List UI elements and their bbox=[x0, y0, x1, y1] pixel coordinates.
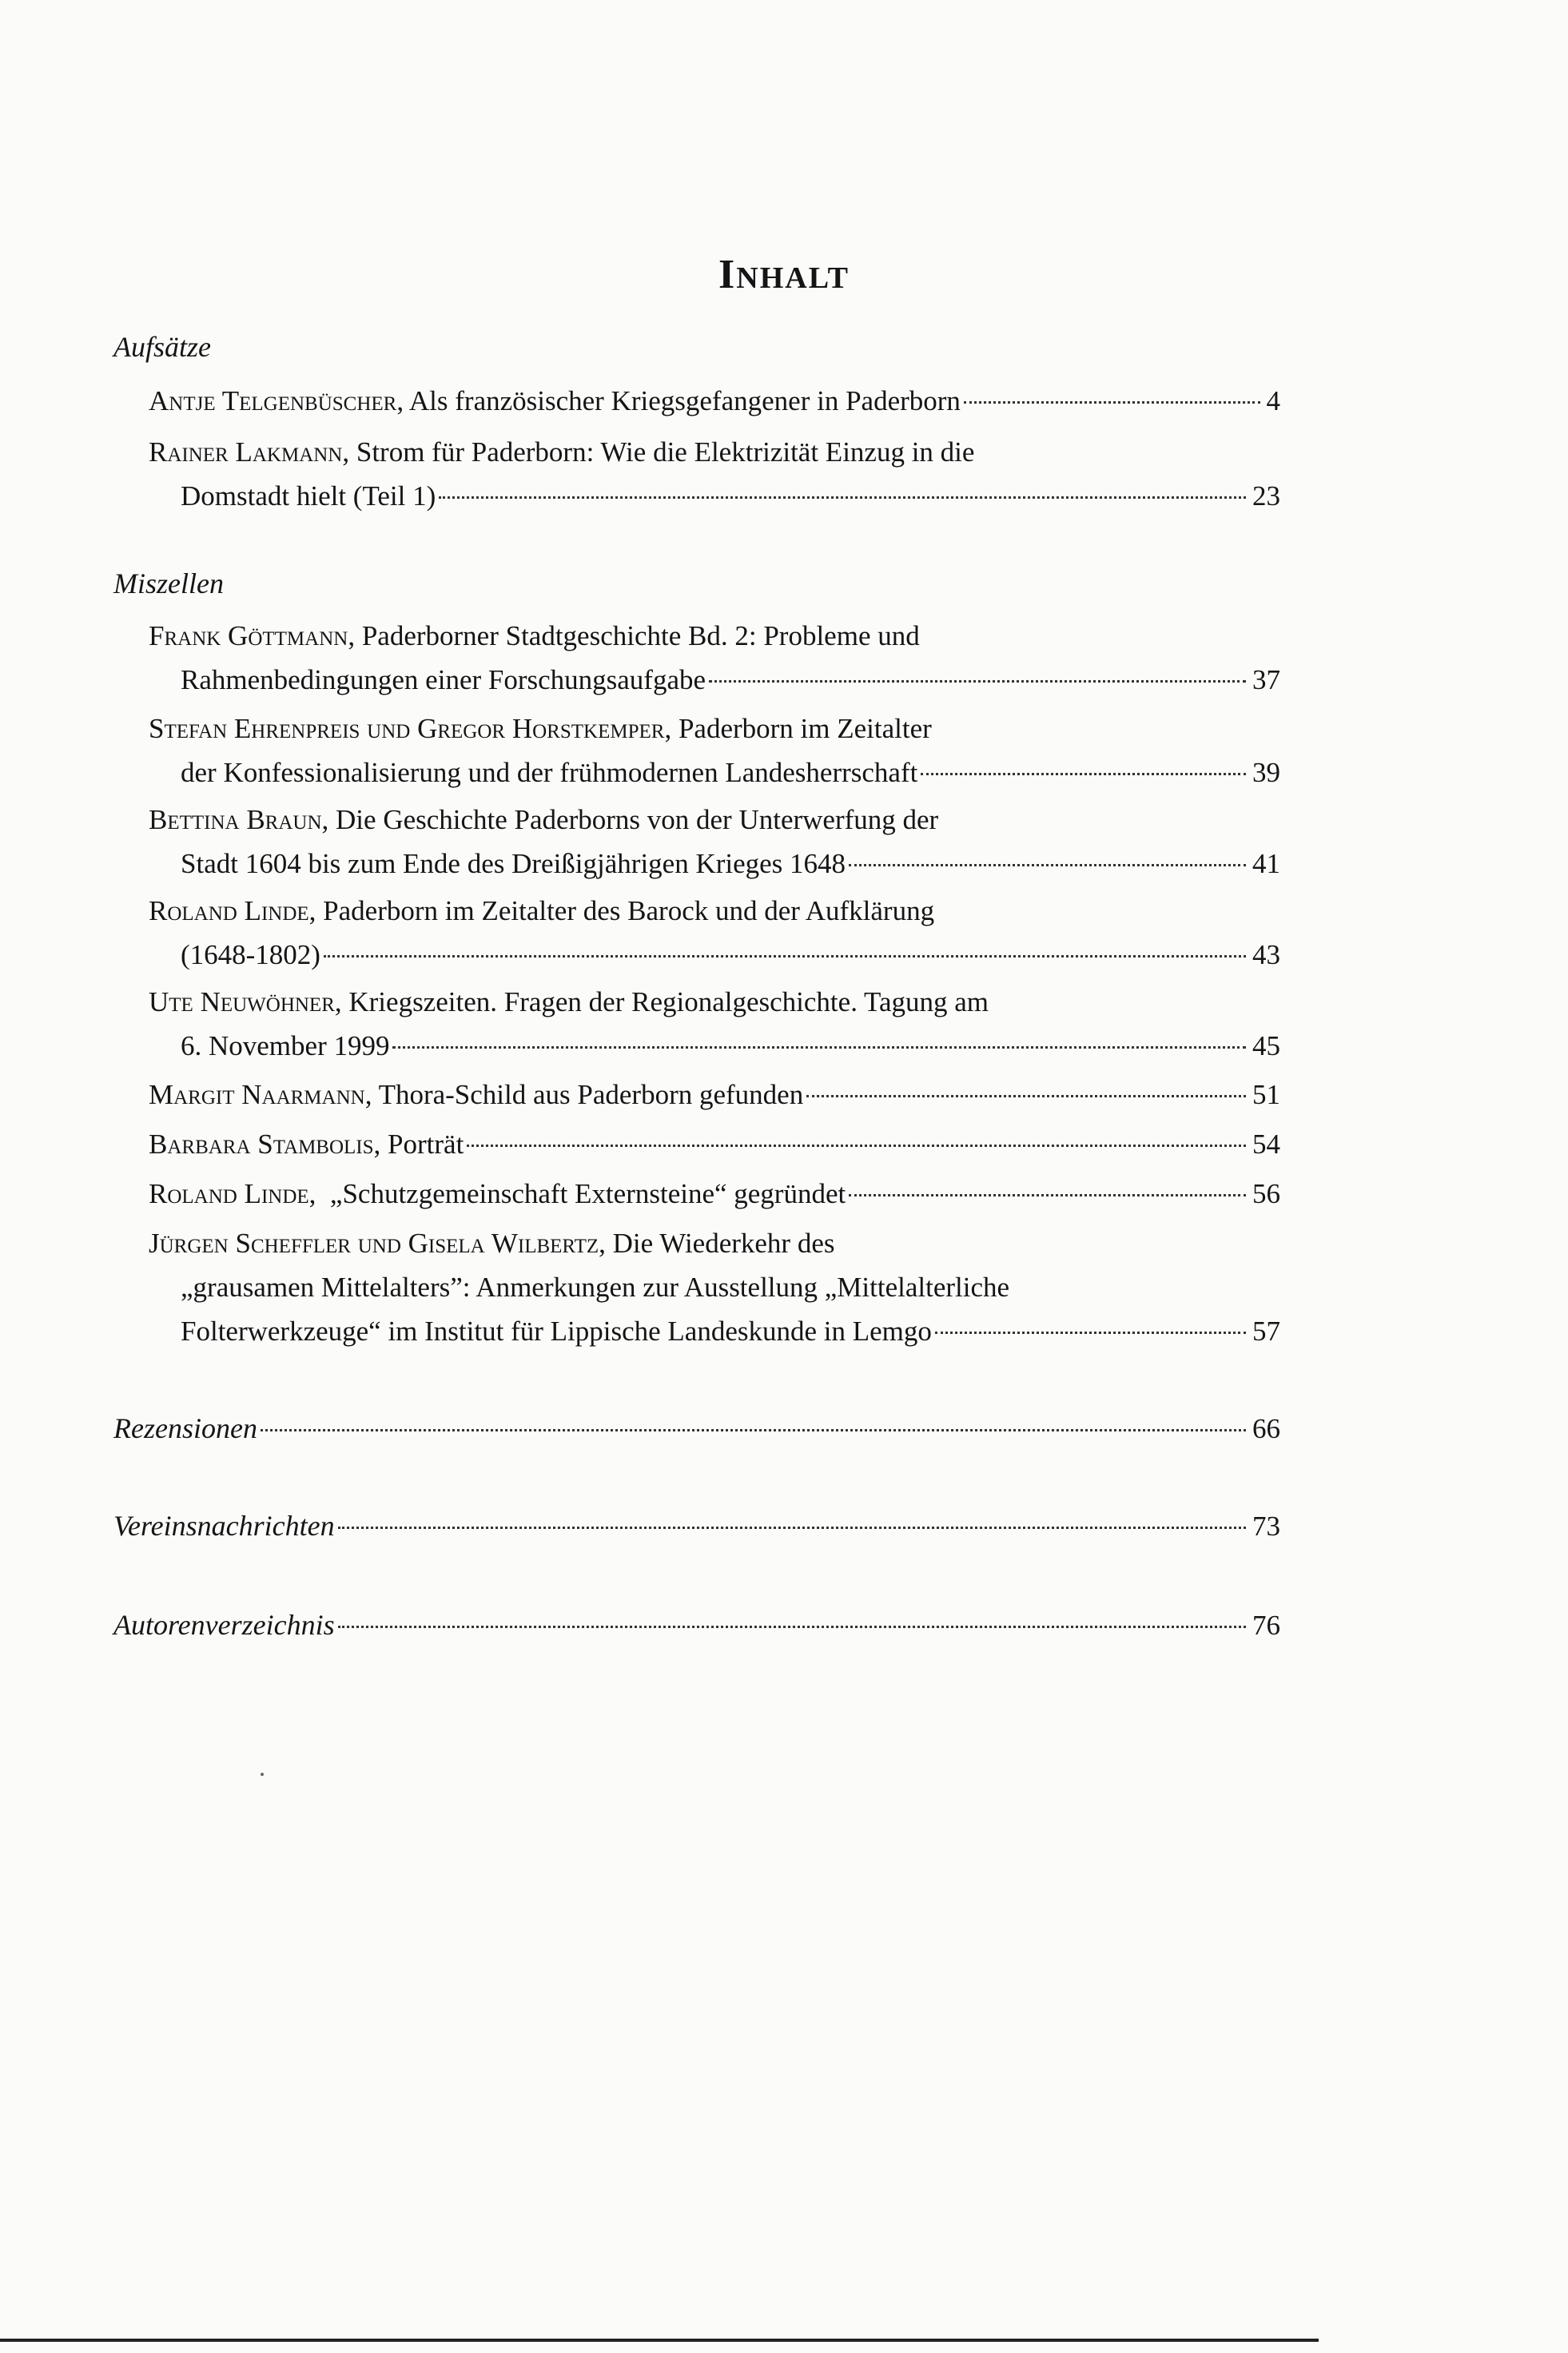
toc-entry-line bbox=[149, 1024, 1280, 1068]
toc-entry-line bbox=[149, 379, 1280, 423]
entry-title: , Die Geschichte Paderborns von der Unterwerfung der bbox=[321, 804, 939, 835]
entry-page-number: 56 bbox=[1252, 1178, 1280, 1209]
toc-entry-line bbox=[149, 474, 1280, 518]
toc-entry-line bbox=[149, 430, 1280, 474]
toc-entry-line bbox=[149, 707, 1280, 750]
entry-author: Bettina Braun bbox=[149, 804, 322, 835]
toc-section-rezensionen bbox=[113, 1407, 1280, 1451]
entry-title-continued: „grausamen Mittelalters”: Anmerkungen zur Ausstellung „Mittelalterliche bbox=[181, 1272, 1010, 1303]
toc-entry-line bbox=[149, 614, 1280, 658]
entry-page-number: 66 bbox=[1252, 1413, 1280, 1444]
toc-entry-scheffler-wilbertz bbox=[149, 1221, 1280, 1353]
entry-title: , Paderborner Stadtgeschichte Bd. 2: Probleme und bbox=[348, 620, 920, 651]
toc-entry-lakmann bbox=[149, 430, 1280, 518]
toc-entry-line bbox=[149, 750, 1280, 794]
toc-entry-naarmann bbox=[149, 1073, 1280, 1117]
dot-leader bbox=[849, 1194, 1246, 1196]
toc-entry-line bbox=[149, 658, 1280, 702]
entry-page-number: 37 bbox=[1252, 664, 1280, 695]
entry-title-continued: Rahmenbedingungen einer Forschungsaufgabe bbox=[181, 664, 706, 695]
toc-entry-linde-barock bbox=[149, 889, 1280, 977]
entry-author: Ute Neuwöhner bbox=[149, 986, 335, 1017]
entry-author: Rainer Lakmann bbox=[149, 436, 343, 468]
toc-entry-line bbox=[113, 1407, 1280, 1451]
entry-author: Antje Telgenbüscher bbox=[149, 385, 397, 416]
entry-title: , Strom für Paderborn: Wie die Elektrizität Einzug in die bbox=[342, 436, 975, 468]
entry-title: , Paderborn im Zeitalter des Barock und der Aufklärung bbox=[308, 895, 935, 926]
toc-entry-neuwoehner bbox=[149, 980, 1280, 1068]
dot-leader bbox=[964, 401, 1260, 404]
entry-page-number: 4 bbox=[1266, 385, 1280, 416]
toc-entry-linde-externsteine bbox=[149, 1172, 1280, 1216]
entry-page-number: 43 bbox=[1252, 939, 1280, 970]
entry-page-number: 39 bbox=[1252, 757, 1280, 788]
toc-entry-line bbox=[149, 1265, 1280, 1309]
entry-title-continued: Domstadt hielt (Teil 1) bbox=[181, 480, 436, 512]
title-rest: NHALT bbox=[736, 261, 850, 295]
dot-leader bbox=[392, 1046, 1246, 1049]
toc-entry-goettmann bbox=[149, 614, 1280, 702]
dot-leader bbox=[439, 496, 1246, 499]
dot-leader bbox=[849, 864, 1246, 866]
section-heading-rezensionen: Rezensionen bbox=[113, 1412, 257, 1444]
toc-entry-line bbox=[149, 980, 1280, 1024]
entry-title-continued: der Konfessionalisierung und der frühmodernen Landesherrschaft bbox=[181, 757, 918, 788]
entry-author: Margit Naarmann bbox=[149, 1079, 365, 1110]
entry-page-number: 57 bbox=[1252, 1316, 1280, 1347]
section-heading-vereinsnachrichten: Vereinsnachrichten bbox=[113, 1510, 335, 1542]
section-heading-miszellen: Miszellen bbox=[113, 567, 224, 599]
entry-page-number: 54 bbox=[1252, 1129, 1280, 1160]
page-title bbox=[0, 253, 1568, 301]
dot-leader bbox=[324, 955, 1246, 958]
toc-entry-telgenbuescher bbox=[149, 379, 1280, 423]
scan-speck bbox=[261, 1773, 264, 1776]
dot-leader bbox=[467, 1145, 1246, 1147]
entry-page-number: 23 bbox=[1252, 480, 1280, 512]
dot-leader bbox=[806, 1095, 1246, 1097]
entry-title-continued: Stadt 1604 bis zum Ende des Dreißigjährigen Krieges 1648 bbox=[181, 848, 846, 879]
entry-title: , Die Wiederkehr des bbox=[599, 1228, 835, 1259]
toc-section-autorenverzeichnis bbox=[113, 1603, 1280, 1647]
toc-entry-braun bbox=[149, 798, 1280, 886]
dot-leader bbox=[921, 773, 1246, 775]
toc-entry-line bbox=[149, 1221, 1280, 1265]
entry-title-continued: 6. November 1999 bbox=[181, 1030, 390, 1061]
entry-page-number: 76 bbox=[1252, 1610, 1280, 1641]
toc-entry-stambolis bbox=[149, 1122, 1280, 1166]
dot-leader bbox=[935, 1332, 1246, 1334]
title-initial: I bbox=[718, 252, 737, 297]
toc-entry-line bbox=[113, 1603, 1280, 1647]
toc-entry-line bbox=[149, 1172, 1280, 1216]
toc-entry-line bbox=[149, 1309, 1280, 1353]
toc-entry-ehrenpreis-horstkemper bbox=[149, 707, 1280, 794]
entry-title: , Paderborn im Zeitalter bbox=[664, 713, 932, 744]
toc-entry-line bbox=[149, 889, 1280, 933]
entry-author: Roland Linde bbox=[149, 895, 309, 926]
dot-leader bbox=[709, 680, 1246, 683]
entry-title: , Kriegszeiten. Fragen der Regionalgeschichte. Tagung am bbox=[334, 986, 989, 1017]
entry-page-number: 73 bbox=[1252, 1511, 1280, 1542]
entry-author: Stefan Ehrenpreis und Gregor Horstkemper bbox=[149, 713, 665, 744]
bottom-rule bbox=[0, 2339, 1319, 2342]
entry-title: , Thora-Schild aus Paderborn gefunden bbox=[364, 1079, 804, 1110]
toc-entry-line bbox=[149, 1073, 1280, 1117]
entry-title-continued: Folterwerkzeuge“ im Institut für Lippische Landeskunde in Lemgo bbox=[181, 1316, 932, 1347]
toc-entry-line bbox=[113, 1504, 1280, 1548]
entry-author: Jürgen Scheffler und Gisela Wilbertz bbox=[149, 1228, 599, 1259]
section-heading-aufsaetze: Aufsätze bbox=[113, 331, 211, 363]
toc-section-vereinsnachrichten bbox=[113, 1504, 1280, 1548]
entry-author: Frank Göttmann bbox=[149, 620, 348, 651]
entry-title: , Als französischer Kriegsgefangener in Paderborn bbox=[396, 385, 961, 416]
dot-leader bbox=[261, 1429, 1246, 1431]
entry-page-number: 45 bbox=[1252, 1030, 1280, 1061]
entry-page-number: 41 bbox=[1252, 848, 1280, 879]
entry-title: , Porträt bbox=[373, 1129, 464, 1160]
dot-leader bbox=[338, 1527, 1246, 1529]
entry-author: Roland Linde bbox=[149, 1178, 309, 1209]
entry-author: Barbara Stambolis bbox=[149, 1129, 374, 1160]
toc-entry-line bbox=[149, 933, 1280, 977]
entry-page-number: 51 bbox=[1252, 1079, 1280, 1110]
toc-entry-line bbox=[149, 1122, 1280, 1166]
entry-title: , „Schutzgemeinschaft Externsteine“ gegründet bbox=[308, 1178, 846, 1209]
toc-entry-line bbox=[149, 842, 1280, 886]
section-heading-autorenverzeichnis: Autorenverzeichnis bbox=[113, 1609, 335, 1641]
entry-title-continued: (1648-1802) bbox=[181, 939, 320, 970]
dot-leader bbox=[338, 1626, 1246, 1628]
toc-entry-line bbox=[149, 798, 1280, 842]
